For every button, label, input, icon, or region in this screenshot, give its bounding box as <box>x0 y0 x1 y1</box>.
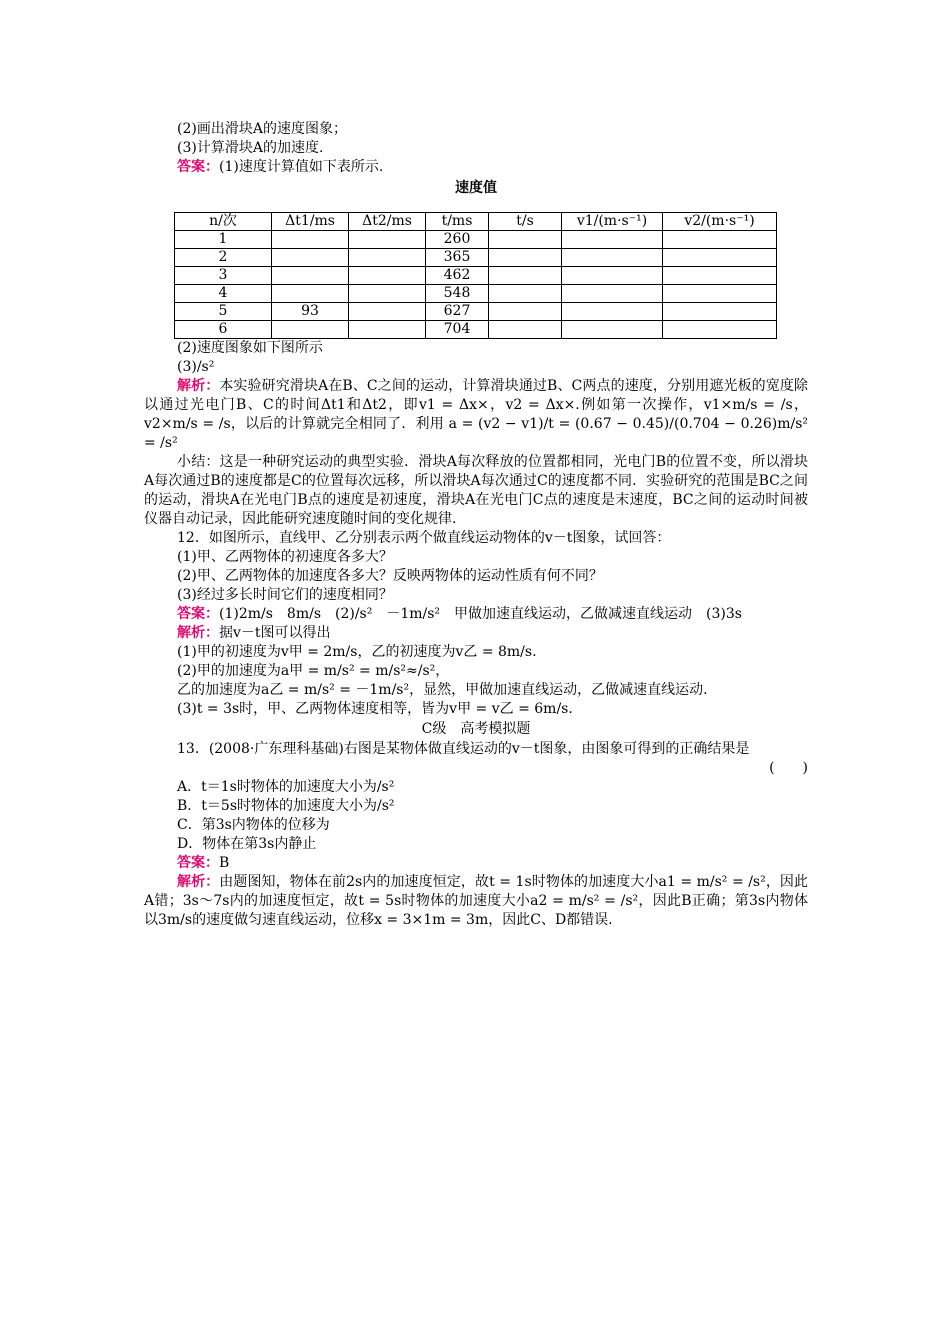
answer-text: (1)速度计算值如下表所示. <box>219 159 384 175</box>
table-cell <box>663 249 777 267</box>
analysis-line: (3)t = 3s时，甲、乙两物体速度相等，皆为v甲 = v乙 = 6m/s. <box>177 701 573 717</box>
table-header: t/ms <box>426 213 489 231</box>
table-cell <box>489 267 562 285</box>
option-a: A．t＝1s时物体的加速度大小为/s² <box>177 779 395 795</box>
table-cell <box>562 303 663 321</box>
table-header: t/s <box>489 213 562 231</box>
question-part-2: (2)画出滑块A的速度图象； <box>177 121 347 137</box>
speed-table <box>174 212 777 339</box>
table-cell <box>663 285 777 303</box>
table-cell: 2 <box>175 249 272 267</box>
analysis-line: (2)甲的加速度为a甲 = m/s² = m/s²≈/s²， <box>177 663 450 679</box>
table-cell: 627 <box>426 303 489 321</box>
table-row <box>175 321 777 339</box>
table-cell: 93 <box>272 303 349 321</box>
table-header: n/次 <box>175 213 272 231</box>
analysis-label: 解析： <box>177 625 219 641</box>
table-cell <box>562 285 663 303</box>
question-13-stem: 13．(2008·广东理科基础)右图是某物体做直线运动的v－t图象，由图象可得到的正确结果是 <box>177 741 750 757</box>
table-cell <box>489 249 562 267</box>
analysis-text: 据v－t图可以得出 <box>219 625 331 641</box>
section-title: C级 高考模拟题 <box>421 721 531 737</box>
answer-label: 答案： <box>177 606 219 622</box>
table-cell <box>272 267 349 285</box>
table-cell <box>349 303 426 321</box>
table-cell <box>489 231 562 249</box>
option-d: D．物体在第3s内静止 <box>177 836 317 852</box>
summary-paragraph: 小结：这是一种研究运动的典型实验．滑块A每次释放的位置都相同，光电门B的位置不变，所以滑块A每次通过B的速度都是C的位置每次远移，所以滑块A每次通过C的速度都不同．实验研究的范围是BC之间的运动，滑块A在光电门B点的速度是初速度，滑块A在光电门C点的速度是末速度，BC之间的运动时间被仪器自动记录，因此能研究速度随时间的变化规律. <box>144 454 808 527</box>
table-row <box>175 231 777 249</box>
table-cell: 704 <box>426 321 489 339</box>
analysis-line: 乙的加速度为a乙 = m/s² = －1m/s²，显然，甲做加速直线运动，乙做减速直线运动. <box>177 682 708 698</box>
table-header: Δt1/ms <box>272 213 349 231</box>
analysis-text: 由题图知，物体在前2s内的加速度恒定，故t = 1s时物体的加速度大小a1 = m/s² = /s²，因此A错；3s～7s内的加速度恒定，故t = 5s时物体的加速度大小a2 = m/s² = /s²，因此B正确；第3s内物体以3m/s的速度做匀速直线运动，位移x = 3×1m = 3m，因此C、D都错误. <box>144 874 808 928</box>
question-12-part-3: (3)经过多长时间它们的速度相同？ <box>177 587 393 603</box>
option-c: C．第3s内物体的位移为 <box>177 817 330 833</box>
table-cell <box>349 267 426 285</box>
table-title: 速度值 <box>455 180 497 196</box>
answer-line <box>144 158 808 177</box>
question-12-part-1: (1)甲、乙两物体的初速度各多大？ <box>177 549 393 565</box>
table-cell <box>562 321 663 339</box>
question-13-answer <box>144 854 808 873</box>
table-cell <box>349 231 426 249</box>
table-cell <box>663 231 777 249</box>
answer-text: B <box>219 855 230 871</box>
table-cell: 5 <box>175 303 272 321</box>
table-row <box>175 267 777 285</box>
table-header: v2/(m·s⁻¹) <box>663 213 777 231</box>
answer-text: (1)2m/s 8m/s (2)/s² －1m/s² 甲做加速直线运动，乙做减速直线运动 (3)3s <box>219 606 742 622</box>
table-cell <box>272 285 349 303</box>
analysis-text: 本实验研究滑块A在B、C之间的运动，计算滑块通过B、C两点的速度，分别用遮光板的宽度除以通过光电门B、C的时间Δt1和Δt2，即v1 = Δx×，v2 = Δx×.例如第一次操作，v1×m/s = /s，v2×m/s = /s，以后的计算就完全相同了．利用 a = (v2 − v1)/t = (0.67 − 0.45)/(0.704 − 0.26)m/s² = /s² <box>144 378 809 451</box>
analysis-label: 解析： <box>177 874 220 890</box>
table-row <box>175 285 777 303</box>
question-part-3: (3)计算滑块A的加速度. <box>177 140 324 156</box>
table-cell <box>562 267 663 285</box>
document-page <box>144 120 808 930</box>
table-cell <box>562 249 663 267</box>
table-cell: 1 <box>175 231 272 249</box>
table-cell <box>489 303 562 321</box>
table-cell: 365 <box>426 249 489 267</box>
answer-part-3: (3)/s² <box>177 359 215 375</box>
table-header: v1/(m·s⁻¹) <box>562 213 663 231</box>
table-cell <box>272 231 349 249</box>
option-b: B．t＝5s时物体的加速度大小为/s² <box>177 798 395 814</box>
table-cell: 462 <box>426 267 489 285</box>
question-12-part-2: (2)甲、乙两物体的加速度各多大？反映两物体的运动性质有何不同？ <box>177 568 603 584</box>
analysis-paragraph <box>144 377 808 453</box>
table-header: Δt2/ms <box>349 213 426 231</box>
table-cell <box>349 249 426 267</box>
table-cell: 3 <box>175 267 272 285</box>
table-cell <box>272 321 349 339</box>
table-row <box>175 249 777 267</box>
answer-part-2: (2)速度图象如下图所示 <box>177 340 323 356</box>
question-12-analysis <box>144 624 808 643</box>
answer-label: 答案： <box>177 855 219 871</box>
question-12-answer <box>144 605 808 624</box>
table-cell <box>663 303 777 321</box>
table-cell <box>663 321 777 339</box>
question-12-stem: 12．如图所示，直线甲、乙分别表示两个做直线运动物体的v－t图象，试回答： <box>177 530 671 546</box>
table-cell <box>349 321 426 339</box>
analysis-label: 解析： <box>177 378 220 394</box>
answer-bracket: ( ) <box>769 760 808 776</box>
table-cell <box>562 231 663 249</box>
table-cell <box>489 321 562 339</box>
table-header-row <box>175 213 777 231</box>
table-cell <box>272 249 349 267</box>
table-cell: 6 <box>175 321 272 339</box>
table-cell: 4 <box>175 285 272 303</box>
analysis-line: (1)甲的初速度为v甲 = 2m/s，乙的初速度为v乙 = 8m/s. <box>177 644 537 660</box>
table-cell <box>663 267 777 285</box>
question-13-analysis <box>144 873 808 930</box>
answer-label: 答案： <box>177 159 219 175</box>
table-cell <box>489 285 562 303</box>
table-row <box>175 303 777 321</box>
table-cell: 260 <box>426 231 489 249</box>
table-cell <box>349 285 426 303</box>
table-cell: 548 <box>426 285 489 303</box>
